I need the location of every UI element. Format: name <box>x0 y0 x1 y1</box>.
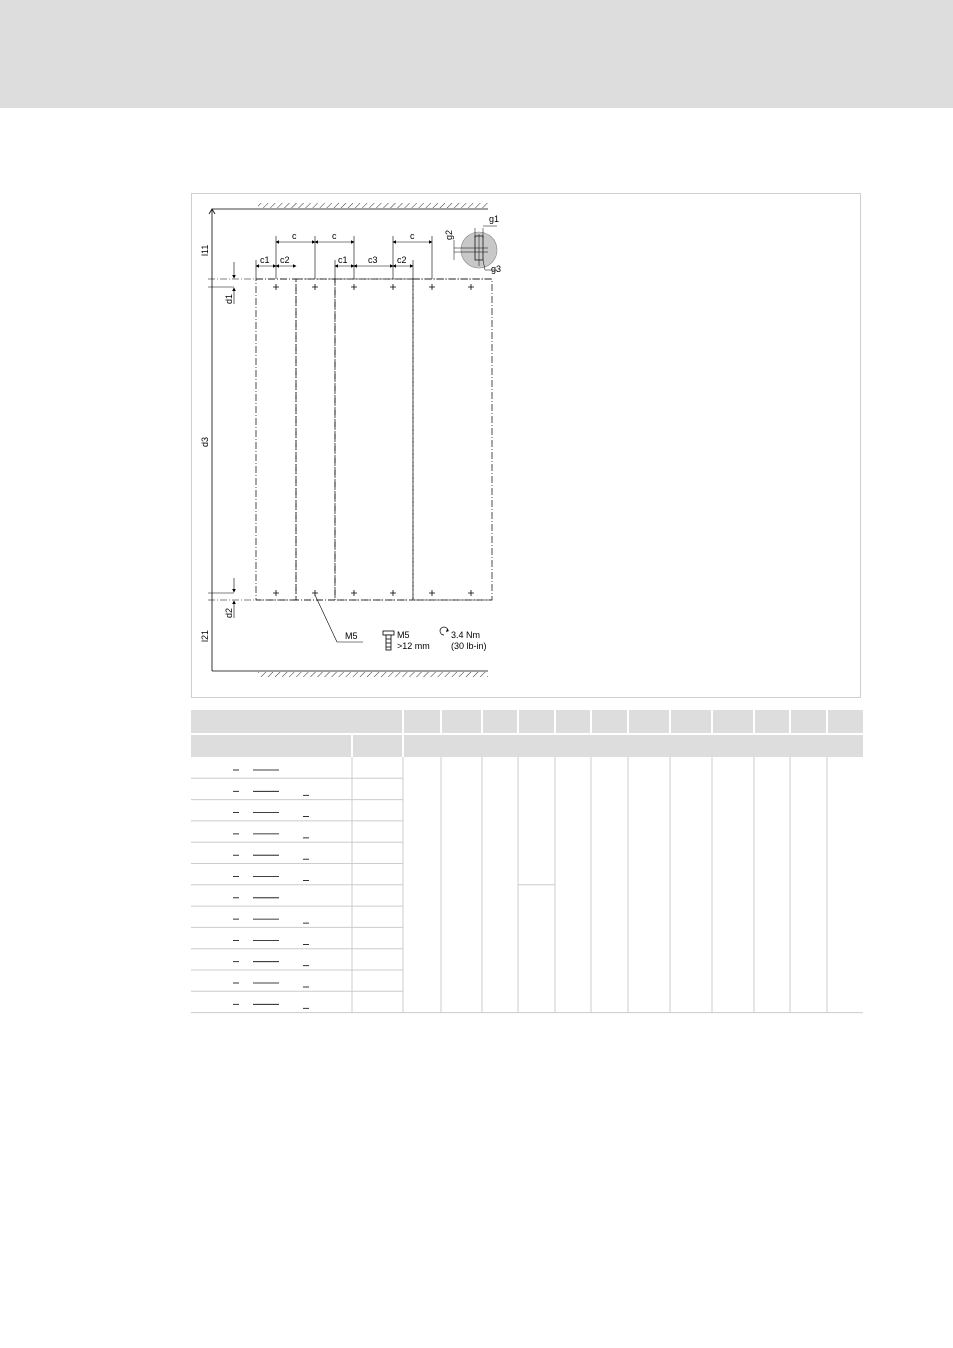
mounting-dimension-drawing <box>192 194 862 699</box>
module-outlines <box>256 279 492 600</box>
label-c1-2: c1 <box>338 255 348 265</box>
mounting-drawing-frame <box>191 193 861 698</box>
label-c-1: c <box>292 231 297 241</box>
screw-label: M5 <box>345 631 358 641</box>
fastener-length: >12 mm <box>397 641 430 651</box>
label-d1: d1 <box>224 293 234 304</box>
label-g3: g3 <box>491 264 502 274</box>
mounting-hole-cross <box>351 590 357 596</box>
header-band <box>0 0 953 108</box>
torque-value: 3.4 Nm <box>451 630 481 640</box>
dimension-table <box>191 710 863 1016</box>
label-g1: g1 <box>489 214 500 224</box>
mounting-hole-cross <box>273 284 279 290</box>
label-l21: l21 <box>200 629 210 642</box>
label-d3: d3 <box>200 436 210 447</box>
screw-leader-line <box>315 595 337 642</box>
wall-hatch-bottom <box>258 672 488 677</box>
label-c1-1: c1 <box>260 255 270 265</box>
table-header-row-1 <box>191 710 863 733</box>
label-c3: c3 <box>368 255 378 265</box>
mounting-hole-cross <box>273 590 279 596</box>
mounting-hole-cross <box>312 284 318 290</box>
mounting-hole-cross <box>429 284 435 290</box>
mounting-hole-crosses <box>273 284 474 596</box>
label-c-3: c <box>410 231 415 241</box>
label-d2: d2 <box>224 607 234 618</box>
mounting-hole-cross <box>468 590 474 596</box>
table-header-row-2 <box>191 735 863 757</box>
label-l11: l11 <box>200 244 210 256</box>
label-c-2: c <box>332 231 337 241</box>
label-g2: g2 <box>444 229 454 240</box>
screw-icon <box>383 631 394 650</box>
mounting-hole-cross <box>351 284 357 290</box>
mounting-hole-cross <box>390 590 396 596</box>
label-c2-2: c2 <box>397 255 407 265</box>
dimension-table-grid <box>191 710 863 1016</box>
wall-hatch-top <box>258 203 488 208</box>
mounting-hole-cross <box>429 590 435 596</box>
mounting-hole-cross <box>390 284 396 290</box>
fastener-size: M5 <box>397 630 410 640</box>
label-c2-1: c2 <box>280 255 290 265</box>
mounting-hole-cross <box>468 284 474 290</box>
torque-imperial: (30 lb-in) <box>451 641 487 651</box>
